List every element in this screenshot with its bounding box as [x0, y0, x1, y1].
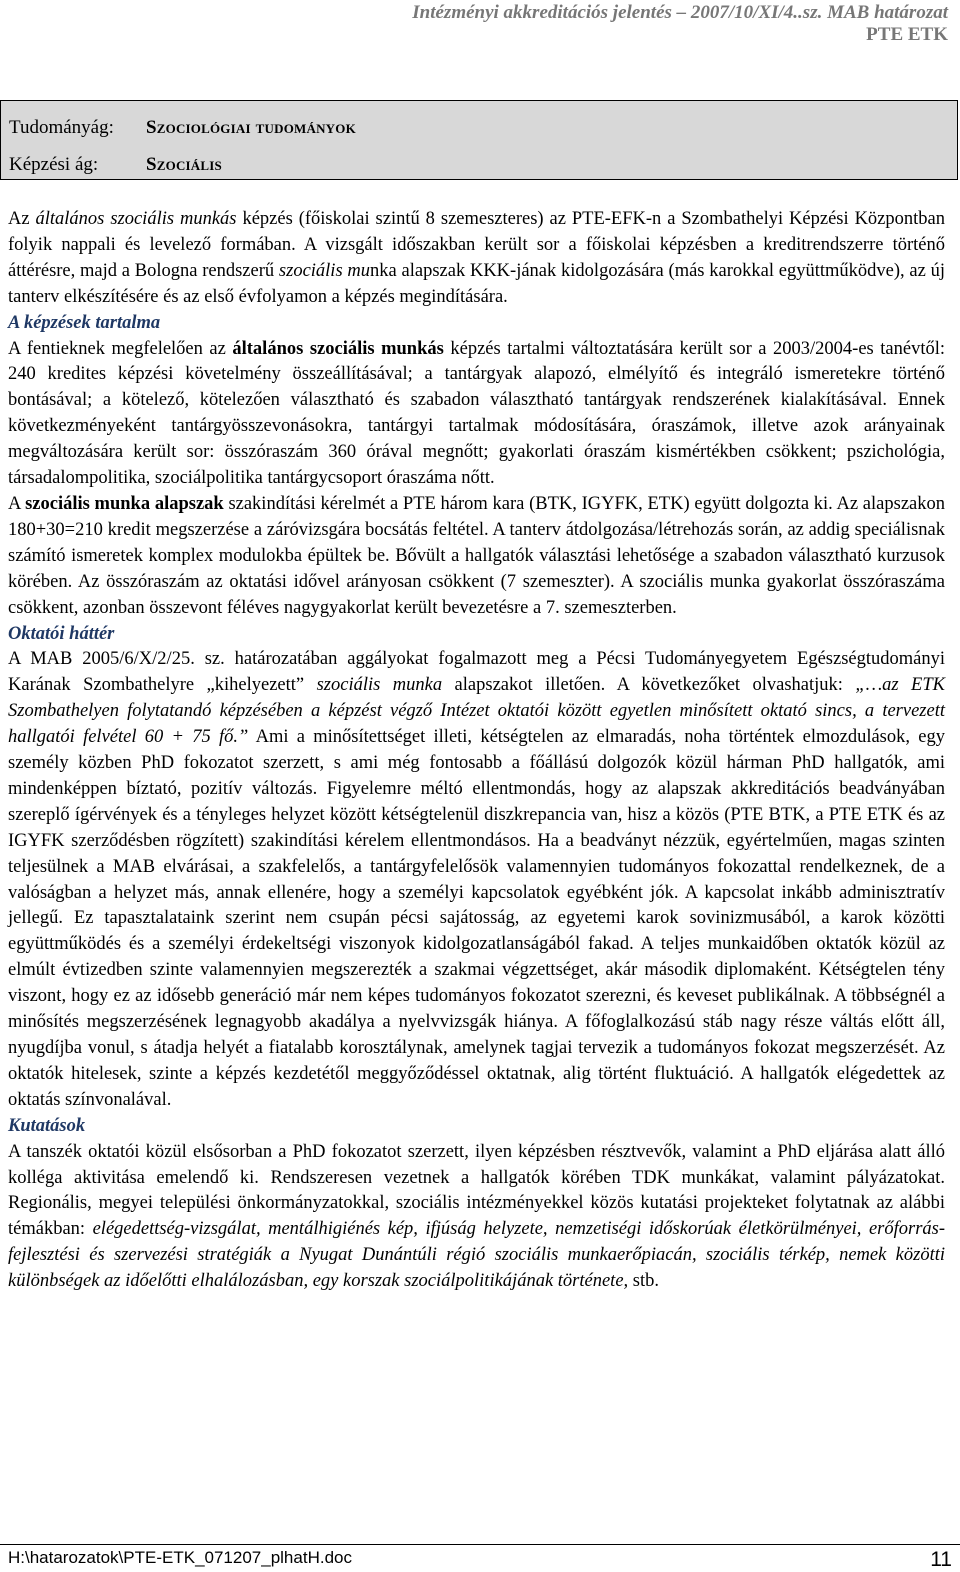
research-topics: elégedettség-vizsgálat, mentálhigiénés kép, ifjúság helyzete, nemzetiségi időskorúak életkörülményei, erőforrás-fejlesztési és szervezési stratégiák a Nyugat Dunántúli régió szociális munkaerőpiacán, szociális térkép, nemek közötti különbségek az időelőtti elhalálozásban, egy korszak szociálpolitikájának története, — [8, 1219, 946, 1292]
paragraph-text: A — [8, 493, 26, 514]
intro-text: Az — [8, 209, 36, 229]
header-title: Intézményi akkreditációs jelentés – 2007/10/XI/4..sz. MAB határozat — [412, 2, 948, 23]
content-paragraph-1 — [8, 337, 945, 492]
faculty-paragraph — [8, 647, 945, 1113]
paragraph-text: Ami a minősítettséget illeti, kétségtelen az elmaradás, noha történtek elmozdulások, egy személy közben PhD fokozatot szerzett, s ami még fontosabb a főállású dolgozók közül hárman PhD hallgatók, ami mindenképpen bíztató, pozitív változás. Figyelemre méltó ellentmondás, hogy az alapszak akkreditációs beadványában szereplő ígérvények és a tényleges helyzet között kétségtelenül diszkrepancia van, hisz a közös (PTE BTK, a PTE ETK és az IGYFK szerződésben rögzített) szakindítási kérelem ellentmondásos. Ha a beadványt nézzük, egyértelműen, magas szinten teljesülnek a MAB elvárásai, a szakfelelős, a tantárgyfelelősök valamennyien tudományos fokozattal rendelkeznek, de a valóságban a helyzet más, annak ellenére, hogy a személyi kapcsolatok egyébként jók. A kapcsolat inkább adminisztratív jellegű. Ez tapasztalataink szerint nem csupán pécsi sajátosság, az egyetemi karok sovinizmusából, a karok közötti együttműködés és a személyi érdekeltségi viszonyok kidolgozatlanságából fakad. A teljes munkaidőben oktatók közül az elmúlt évtizedben szinte valamennyien megszerezték a szakmai végzettséget, akár második diplomaként. Kétségtelen tény viszont, hogy ez az idősebb generáció már nem képes tudományos fokozatot szerezni, és keveset publikálnak. A többségnél a minősítés megszerzésének legnagyobb akadálya a nyelvvizsgák hiánya. A főfoglalkozású stáb nagy része váltás előtt áll, nyugdíjba vonul, s átadja helyét a fiatalabb korosztálynak, amelynek tagjai tervezik a tudományos fokozat megszerzését. Az oktatók hitelesek, szinte a képzés kezdetétől meggyőződéssel oktatnak, alig történt fluktuáció. A hallgatók elégedettek az oktatás színvonalával. — [8, 727, 945, 1110]
branch-row — [9, 152, 222, 178]
section-heading-content: A képzések tartalma — [8, 312, 161, 333]
paragraph-text: alapszakot illetően. A következőket olvashatjuk: — [442, 675, 856, 696]
field-row — [9, 115, 356, 141]
branch-value: Szociális — [146, 154, 222, 175]
intro-text: nka alapszak KKK-jának kidolgozására (más karokkal együttműködve), az új tanterv elkészítésére és az első évfolyamon a képzés megindítására. — [8, 260, 945, 307]
section-heading-faculty: Oktatói háttér — [8, 623, 115, 644]
paragraph-text: A MAB 2005/6/X/2/25. sz. határozatában aggályokat fogalmazott meg a Pécsi Tudományegyetem Egészségtudományi Karának Szombathelyre „kihelyezett” — [8, 649, 945, 696]
branch-label: Képzési ág: — [9, 154, 99, 175]
intro-paragraph — [8, 207, 945, 311]
discipline-infobox — [0, 100, 958, 180]
content-paragraph-2 — [8, 492, 945, 622]
field-label: Tudományág: — [9, 117, 114, 138]
intro-program: általános szociális munkás — [35, 209, 237, 229]
paragraph-text: A fentieknek megfelelően az — [8, 338, 233, 359]
field-value: Szociológiai tudományok — [146, 117, 356, 138]
file-path: H:\hatarozatok\PTE-ETK_071207_plhatH.doc — [8, 1548, 352, 1567]
intro-program: szociális mu — [278, 260, 371, 281]
header-institution: PTE ETK — [866, 24, 948, 45]
quotation: „…az ETK Szombathelyen folytatandó képzésében a képzést végző Intézet oktatói között egyetlen minősített oktató sincs, a tervezett hallgatói felvétel 60 + 75 fő.” — [8, 675, 945, 748]
section-heading-research: Kutatások — [8, 1115, 86, 1136]
paragraph-text: stb. — [628, 1271, 660, 1292]
research-paragraph — [8, 1140, 945, 1295]
intro-text: képzés (főiskolai szintű 8 szemeszteres) az PTE-EFK-n a Szombathelyi Képzési Központban folyik nappali és levelező formában. A vizsgált időszakban került sor a főiskolai képzésben a kreditrendszerre történő áttérésre, majd a Bologna rendszerű — [8, 209, 945, 281]
paragraph-text: A tanszék oktatói közül elsősorban a PhD fokozatot szerzett, ilyen képzésben résztvevők, valamint a PhD eljárása alatt álló kolléga aktivitása emelendő ki. Rendszeresen vezetnek a hallgatók körében TDK munkákat, valamint pályázatokat. Regionális, megyei települési önkormányzatokkal, szociális intézményekkel közös kutatási projekteket folytatnak az alábbi témákban: — [8, 1141, 945, 1240]
page-footer — [0, 1544, 960, 1571]
program-name: szociális munka — [316, 675, 443, 696]
body-text — [8, 207, 945, 1295]
running-header — [412, 2, 948, 46]
page-number: 11 — [930, 1548, 952, 1571]
program-name: általános szociális munkás — [232, 338, 444, 359]
paragraph-text: képzés tartalmi változtatására került sor a 2003/2004-es tanévtől: 240 kredites képzési követelmény összeállításával; a tantárgyak alapozó, elmélyítő és integráló ismeretekre történő bontásával; a kötelező, kötelezően választható és szabadon választható tantárgyak rendszerének kialakításával. Ennek következményeként tantárgyösszevonásokra, tantárgyi tartalmak módosítására, óraszámok, illetve azok arányainak megváltozására került sor: összóraszám 360 órával megnőtt; gyakorlati óraszám kismértékben csökkent; pszichológia, társadalompolitika, szociálpolitika tantárgycsoport óraszáma nőtt. — [8, 338, 946, 489]
program-name: szociális munka alapszak — [25, 493, 224, 514]
paragraph-text: szakindítási kérelmét a PTE három kara (BTK, IGYFK, ETK) együtt dolgozta ki. Az alapszakon 180+30=210 kredit megszerzése a záróvizsgára bocsátás feltétel. A tanterv átdolgozása/létrehozás során, az addig speciálisnak számító ismeretek komplex modulokba épültek be. Bővült a hallgatók választási lehetősége a szabadon választható kurzusok körében. Az összóraszám az oktatási idővel arányosan csökkent (7 szemeszter). A szociális munka gyakorlat összóraszáma csökkent, azonban összevont féléves nagygyakorlat került bevezetésre a 7. szemeszterben. — [8, 493, 945, 618]
